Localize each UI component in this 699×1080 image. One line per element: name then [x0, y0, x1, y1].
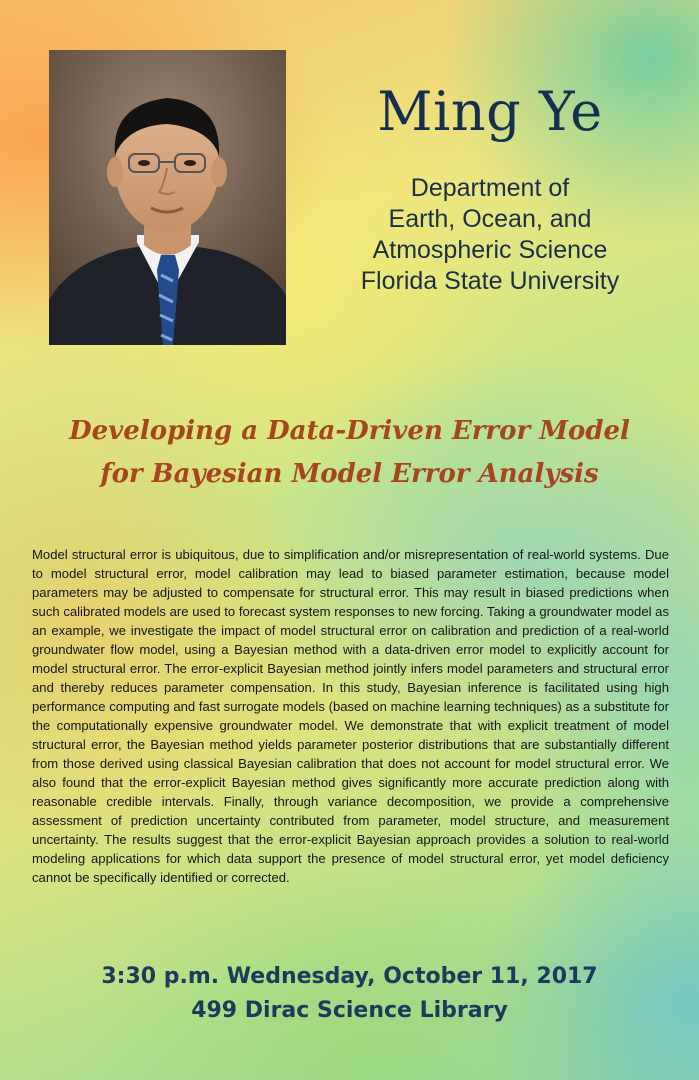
event-time: 3:30 p.m. Wednesday, October 11, 2017: [101, 964, 598, 989]
speaker-name: Ming Ye: [377, 80, 603, 143]
affiliation-line: Florida State University: [360, 267, 620, 295]
speaker-portrait-icon: [49, 50, 286, 345]
speaker-photo: [49, 50, 286, 345]
affiliation-line: Earth, Ocean, and: [388, 205, 592, 233]
event-details: [20, 960, 679, 1028]
talk-title: [20, 410, 679, 496]
event-location: 499 Dirac Science Library: [191, 998, 508, 1023]
affiliation-line: Department of: [410, 174, 570, 202]
speaker-affiliation: [300, 173, 680, 297]
talk-title-line: Developing a Data-Driven Error Model: [69, 416, 630, 446]
talk-title-line: for Bayesian Model Error Analysis: [100, 459, 599, 489]
affiliation-line: Atmospheric Science: [372, 236, 608, 264]
talk-abstract: Model structural error is ubiquitous, due to simplification and/or misrepresentation of real-world systems. Due to model structural error, model calibration may lead to biased parameter estimation, because model parameters may be adjusted to compensate for structural error. This may result in biased predictions when such calibrated models are used to forecast system responses to new forcing. Taking a groundwater model as an example, we investigate the impact of model structural error on calibration and prediction of a real-world groundwater flow model, using a Bayesian method with a data-driven error model to explicitly account for model structural error. The error-explicit Bayesian method jointly infers model parameters and structural error and thereby reduces parameter compensation. In this study, Bayesian inference is facilitated using high performance computing and fast surrogate models (based on machine learning techniques) as a substitute for the computationally expensive groundwater model. We demonstrate that with explicit treatment of model structural error, the Bayesian method yields parameter posterior distributions that are substantially different from those derived using classical Bayesian calibration that does not account for model structural error. We also found that the error-explicit Bayesian method gives significantly more accurate prediction along with reasonable credible intervals. Finally, through variance decomposition, we provide a comprehensive assessment of prediction uncertainty contributed from parameter, model structure, and measurement uncertainty. The results suggest that the error-explicit Bayesian approach provides a solution to real-world modeling applications for which data support the presence of model structural error, yet model deficiency cannot be specifically identified or corrected.: [32, 547, 669, 885]
